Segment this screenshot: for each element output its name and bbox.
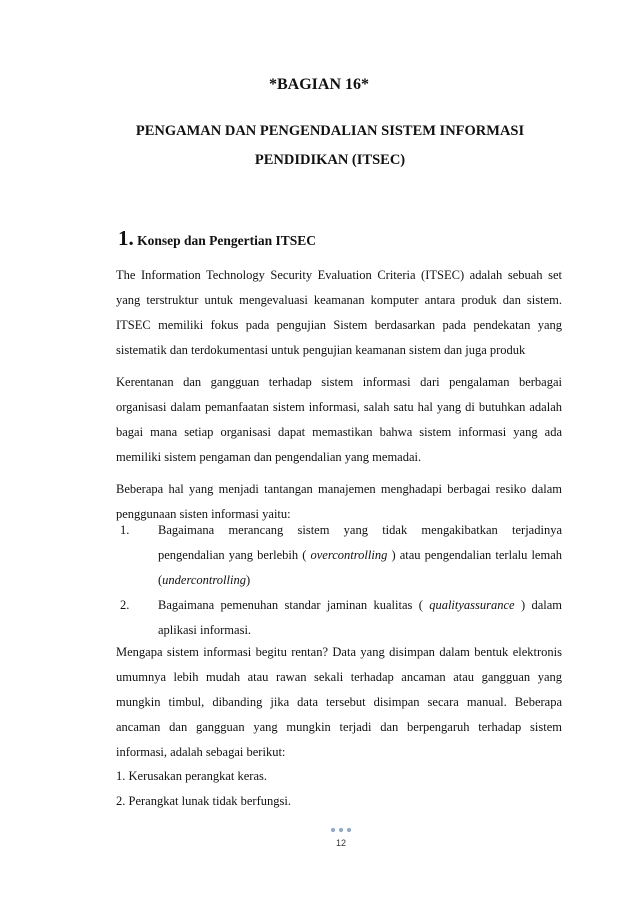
page-title bbox=[100, 117, 560, 175]
list-item bbox=[116, 518, 562, 593]
dot bbox=[331, 828, 335, 832]
list-item-text bbox=[158, 593, 562, 643]
footer-dots bbox=[331, 828, 351, 832]
list-item bbox=[116, 593, 562, 643]
list-item-emphasis: overcontrolling bbox=[310, 548, 388, 562]
section-title: Konsep dan Pengertian ITSEC bbox=[137, 233, 317, 248]
chapter-heading: *BAGIAN 16* bbox=[268, 76, 369, 93]
list-item-emphasis: qualityassurance bbox=[429, 598, 515, 612]
body-text-bottom bbox=[116, 640, 562, 772]
title-line-2: PENDIDIKAN (ITSEC) bbox=[254, 152, 406, 168]
dot bbox=[339, 828, 343, 832]
section-heading bbox=[118, 226, 316, 251]
challenge-list bbox=[116, 518, 562, 643]
list-item-text-part: Bagaimana pemenuhan standar jaminan kualitas ( bbox=[158, 598, 430, 612]
threat-list bbox=[116, 764, 562, 814]
list-item-text-part: ) dalam aplikasi informasi. bbox=[158, 598, 562, 637]
paragraph-4: Mengapa sistem informasi begitu rentan? Data yang disimpan dalam bentuk elektronis umumnya lebih mudah atau rawan sekali terhadap ancaman atau gangguan yang mungkin timbul, dibanding jika data tersebut disimpan secara manual. Beberapa ancaman dan gangguan yang mungkin terjadi dan berpengaruh terhadap sistem informasi, adalah sebagai berikut: bbox=[116, 645, 562, 759]
list-item: 1. Kerusakan perangkat keras. bbox=[116, 769, 267, 783]
list-item-text-part: ) bbox=[245, 573, 251, 587]
body-text-top bbox=[116, 263, 562, 534]
paragraph-1: The Information Technology Security Evaluation Criteria (ITSEC) adalah sebuah set yang terstruktur untuk mengevaluasi keamanan komputer antara produk dan sistem. ITSEC memiliki fokus pada pengujian Sistem berdasarkan pada pendekatan yang sistematik dan terdokumentasi untuk pengujian keamanan sistem dan juga produk bbox=[116, 268, 562, 357]
list-item-text-part: Bagaimana merancang sistem yang tidak mengakibatkan terjadinya pengendalian yang berlebih ( bbox=[158, 523, 562, 562]
list-item-number: 1. bbox=[120, 523, 130, 537]
dot bbox=[347, 828, 351, 832]
paragraph-3: Beberapa hal yang menjadi tantangan manajemen menghadapi berbagai resiko dalam penggunaan sisten informasi yaitu: bbox=[116, 482, 562, 521]
list-item-text-part: ) atau pengendalian terlalu lemah ( bbox=[158, 548, 562, 587]
list-item-emphasis: undercontrolling bbox=[162, 573, 246, 587]
list-item: 2. Perangkat lunak tidak berfungsi. bbox=[116, 794, 291, 808]
paragraph-2: Kerentanan dan gangguan terhadap sistem informasi dari pengalaman berbagai organisasi dalam pemanfaatan sistem informasi, salah satu hal yang di butuhkan adalah bagai mana setiap organisasi dapat memastikan bahwa sistem informasi yang ada memiliki sistem pengaman dan pengendalian yang memadai. bbox=[116, 375, 562, 464]
page-number: 12 bbox=[335, 838, 346, 848]
list-item-text bbox=[158, 518, 562, 593]
list-item-number: 2. bbox=[120, 598, 130, 612]
title-line-1: PENGAMAN DAN PENGENDALIAN SISTEM INFORMASI bbox=[135, 123, 525, 139]
section-number: 1. bbox=[118, 226, 134, 250]
